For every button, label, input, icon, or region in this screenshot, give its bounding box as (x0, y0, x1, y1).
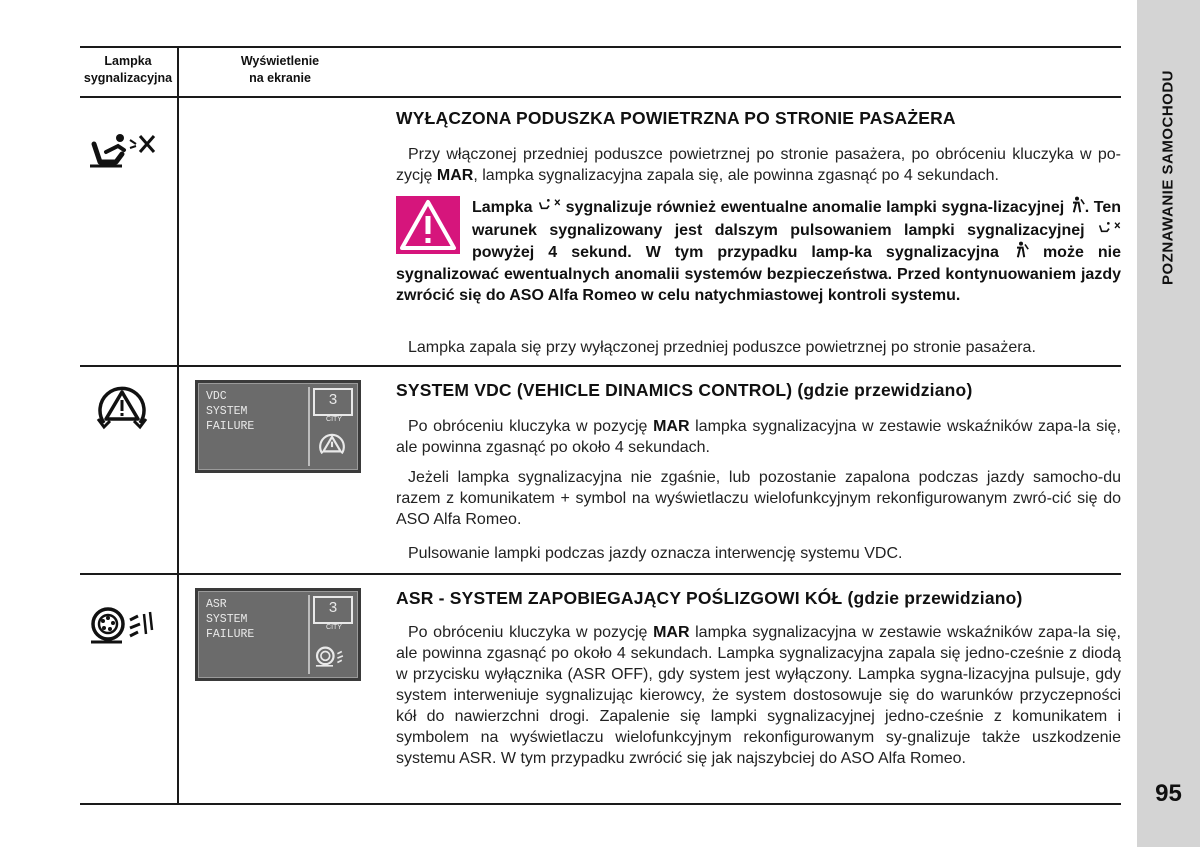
airbag-off-inline-icon (537, 196, 561, 214)
page-number: 95 (1155, 780, 1182, 807)
screen-message: VDC SYSTEM FAILURE (206, 390, 255, 433)
warning-triangle-icon (396, 196, 460, 254)
header-rule (80, 96, 1121, 98)
col-header-lamp: Lampka sygnalizacyjna (83, 54, 173, 85)
screen-gear: 3 (313, 388, 353, 416)
table-bottom-rule (80, 803, 1121, 805)
section-title-airbag: WYŁĄCZONA PODUSZKA POWIETRZNA PO STRONIE PASAŻERA (396, 108, 956, 128)
airbag-warning-block: Lampka sygnalizuje również ewentualne anomalie lampki sygna-lizacyjnej . Ten warunek sygnalizowany jest dalszym pulsowaniem lampki sygnalizacyjnej powyżej 4 sekund. W tym przypadku lamp-ka sygnalizacyjna może nie sygnalizować ewentualnych anomalii systemów bezpieczeństwa. Przed kontynuowaniem jazdy zwrócić się do ASO Alfa Romeo w celu natychmiastowej kontroli systemu. (396, 196, 1121, 307)
section-title-asr: ASR - SYSTEM ZAPOBIEGAJĄCY POŚLIZGOWI KÓŁ (gdzie przewidziano) (396, 588, 1023, 608)
asr-screen-icon (314, 646, 352, 668)
row-rule-1 (80, 365, 1121, 367)
screen-mode: CITY (326, 624, 342, 631)
airbag-paragraph-2: Lampka zapala się przy wyłączonej przedniej poduszce powietrznej po stronie pasażera. (408, 339, 1036, 356)
airbag-off-inline-icon (1097, 219, 1121, 237)
vdc-paragraph-3: Pulsowanie lampki podczas jazdy oznacza interwencję systemu VDC. (408, 545, 903, 562)
screen-message: ASR SYSTEM FAILURE (206, 598, 255, 641)
airbag-off-icon (86, 132, 158, 172)
vdc-display-screen (195, 380, 361, 473)
airbag-inline-icon (1013, 241, 1029, 259)
asr-display-screen (195, 588, 361, 681)
row-rule-2 (80, 573, 1121, 575)
screen-divider (308, 387, 310, 466)
section-title-vdc: SYSTEM VDC (VEHICLE DINAMICS CONTROL) (gdzie przewidziano) (396, 380, 973, 400)
section-title: POZNAWANIE SAMOCHODU (1159, 70, 1177, 286)
airbag-inline-icon (1069, 196, 1085, 214)
asr-skid-icon (88, 606, 156, 646)
asr-paragraph-1: Po obróceniu kluczyka w pozycję MAR lampka sygnalizacyjna w zestawie wskaźników zapa-la się, ale powinna zgasnąć po około 4 sekundach. Lampka sygnalizacyjna zapala się jedno-cześnie z diodą w przycisku wyłącznika (ASR OFF), gdy system jest wyłączony. Lampka sygna-lizacyjna pulsuje, gdy system interweniuje sygnalizując kierowcy, że system dostosowuje się do warunków przyczepności kół do nawierzchni drogi. Zapalenie się lampki sygnalizacyjnej jedno-cześnie z komunikatem i symbolem na wyświetlaczu wielofunkcyjnym rekonfigurowanym sy-gnalizuje także uszkodzenie systemu ASR. W tym przypadku zwrócić się jak najszybciej do ASO Alfa Romeo. (396, 624, 1121, 767)
column-divider (177, 46, 179, 805)
vdc-paragraph-1: Po obróceniu kluczyka w pozycję MAR lampka sygnalizacyjna w zestawie wskaźników zapa-la się, ale powinna zgasnąć po około 4 sekundach. (396, 418, 1121, 456)
table-top-rule (80, 46, 1121, 48)
screen-gear: 3 (313, 596, 353, 624)
screen-mode: CITY (326, 416, 342, 423)
col-header-display: Wyświetlenie na ekranie (240, 54, 320, 85)
vdc-warning-icon (94, 383, 150, 435)
screen-divider (308, 595, 310, 674)
vdc-screen-icon (316, 432, 348, 460)
vdc-paragraph-2: Jeżeli lampka sygnalizacyjna nie zgaśnie, lub pozostanie zapalona podczas jazdy samocho-du razem z komunikatem + symbol na wyświetlaczu wielofunkcyjnym rekonfigurowanym zwró-cić się do ASO Alfa Romeo. (396, 469, 1121, 528)
airbag-paragraph-1: Przy włączonej przedniej poduszce powietrznej po stronie pasażera, po obróceniu kluczyka w po-zycję MAR, lampka sygnalizacyjna zapala się, ale powinna zgasnąć po 4 sekundach. (396, 146, 1121, 184)
